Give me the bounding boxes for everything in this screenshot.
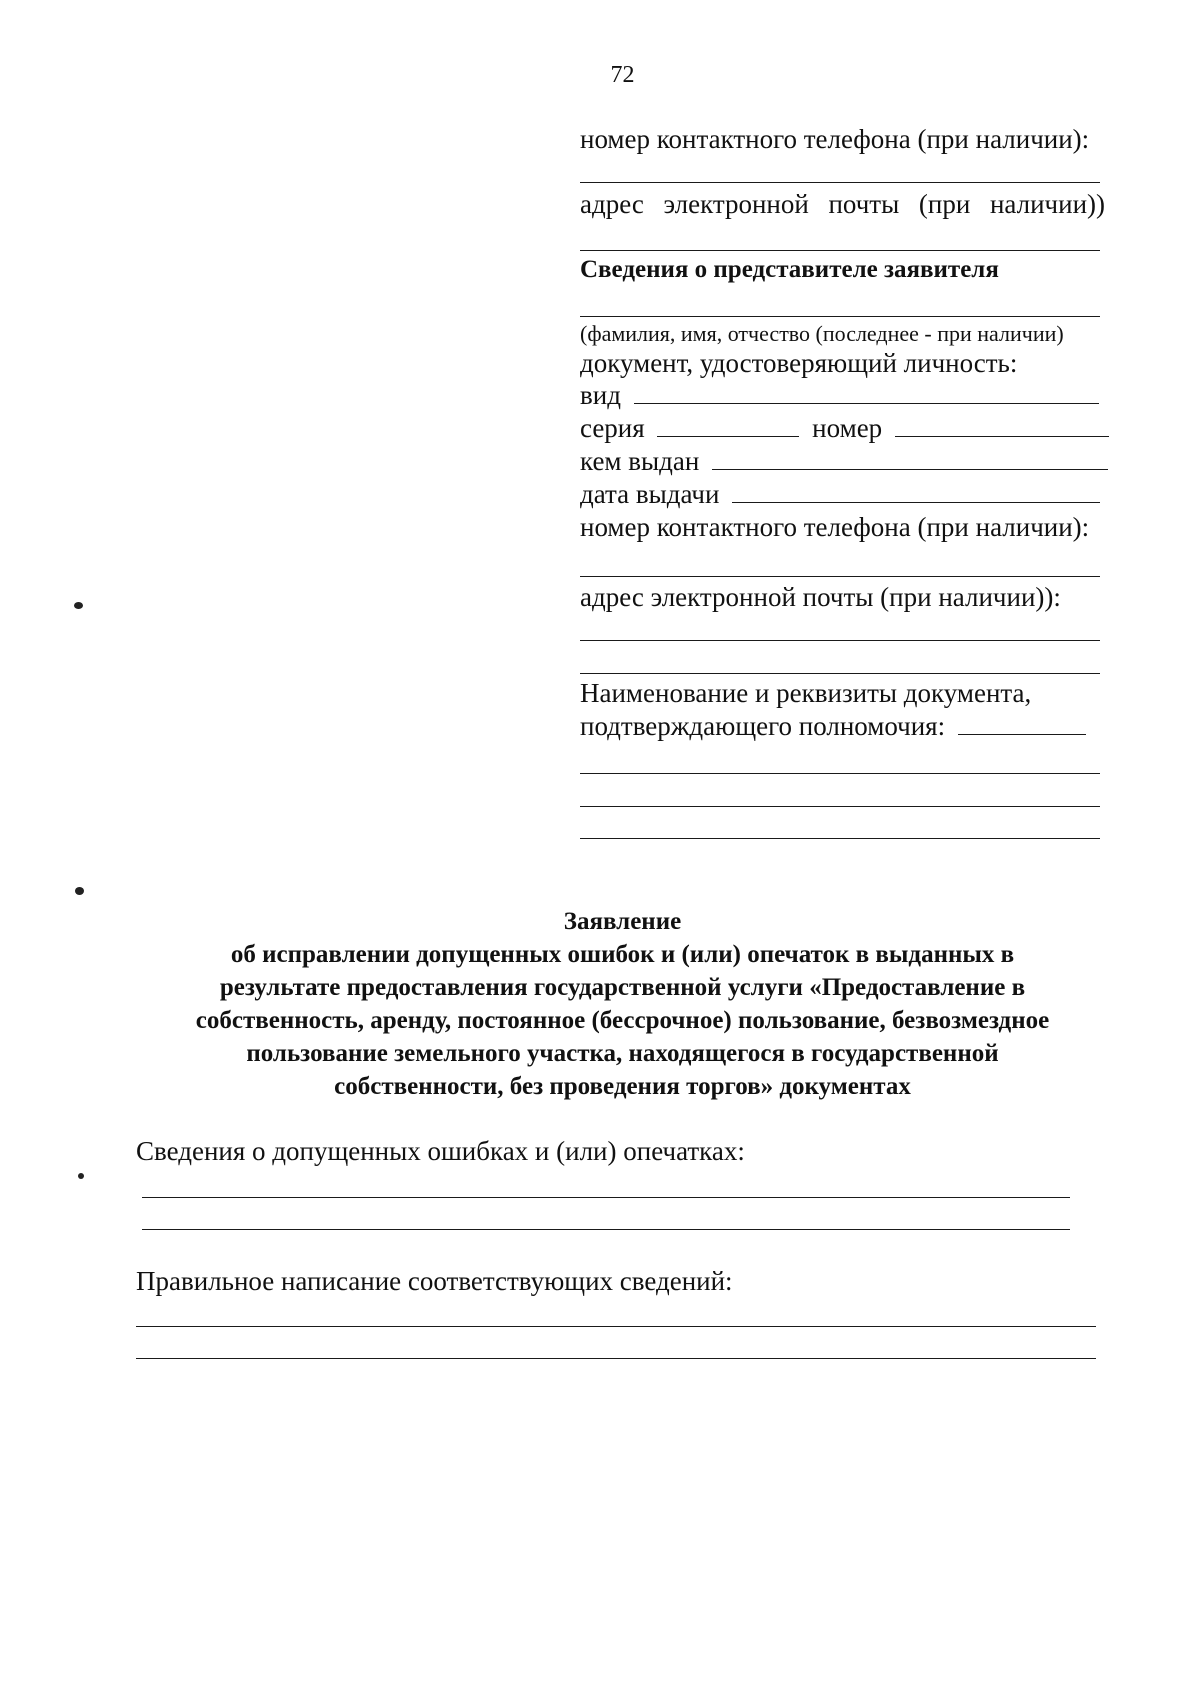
statement-title-block (125, 905, 1120, 1103)
id-number-field[interactable] (895, 414, 1109, 437)
id-document-label: документ, удостоверяющий личность: (580, 348, 1018, 378)
authority-doc-label-1: Наименование и реквизиты документа, (580, 678, 1032, 708)
authority-doc-label-2: подтверждающего полномочия: (580, 711, 946, 741)
authority-doc-row (580, 711, 1086, 742)
statement-title: Заявление (563, 908, 682, 935)
scan-mark (75, 887, 84, 895)
issued-by-row (580, 446, 1108, 477)
representative-phone-field[interactable] (580, 576, 1100, 577)
statement-line-2: результате предоставления государственной услуги «Предоставление в (219, 974, 1026, 1001)
errors-field-1[interactable] (142, 1197, 1070, 1198)
page-number: 72 (610, 62, 635, 88)
scan-mark (78, 1173, 84, 1179)
id-type-label: вид (580, 380, 621, 410)
representative-email-field-1[interactable] (580, 640, 1100, 641)
id-number-label: номер (812, 413, 883, 443)
correct-field-1[interactable] (136, 1326, 1096, 1327)
representative-email-field-2[interactable] (580, 673, 1100, 674)
issue-date-label: дата выдачи (580, 479, 720, 509)
representative-heading: Сведения о представителе заявителя (580, 256, 999, 283)
applicant-email-label: адрес электронной почты (при наличии)) (580, 189, 1105, 219)
statement-line-1: об исправлении допущенных ошибок и (или) опечаток в выданных в (230, 941, 1015, 968)
issue-date-field[interactable] (732, 480, 1100, 503)
applicant-email-field[interactable] (580, 250, 1100, 251)
statement-line-5: собственности, без проведения торгов» документах (334, 1073, 911, 1100)
id-type-row (580, 380, 1099, 411)
issued-by-field[interactable] (712, 447, 1108, 470)
representative-fio-caption: (фамилия, имя, отчество (последнее - при наличии) (580, 321, 1064, 346)
id-series-field[interactable] (657, 414, 799, 437)
representative-email-label: адрес электронной почты (при наличии)): (580, 582, 1061, 612)
correct-label: Правильное написание соответствующих сведений: (136, 1266, 733, 1296)
errors-label: Сведения о допущенных ошибках и (или) опечатках: (136, 1136, 745, 1166)
issued-by-label: кем выдан (580, 446, 700, 476)
id-series-label: серия (580, 413, 645, 443)
authority-doc-field-inline[interactable] (958, 712, 1086, 735)
authority-doc-field-1[interactable] (580, 773, 1100, 774)
applicant-phone-label: номер контактного телефона (при наличии): (580, 124, 1090, 154)
errors-field-2[interactable] (142, 1229, 1070, 1230)
representative-fio-field[interactable] (580, 316, 1100, 317)
statement-line-4: пользование земельного участка, находящегося в государственной (246, 1040, 999, 1067)
applicant-phone-field[interactable] (580, 182, 1100, 183)
representative-phone-label: номер контактного телефона (при наличии): (580, 512, 1090, 542)
authority-doc-field-2[interactable] (580, 806, 1100, 807)
issue-date-row (580, 479, 1100, 510)
scan-mark (74, 602, 83, 609)
statement-line-3: собственность, аренду, постоянное (бессрочное) пользование, безвозмездное (195, 1007, 1050, 1034)
correct-field-2[interactable] (136, 1358, 1096, 1359)
authority-doc-field-3[interactable] (580, 838, 1100, 839)
id-type-field[interactable] (634, 381, 1099, 404)
id-series-row (580, 413, 1109, 444)
